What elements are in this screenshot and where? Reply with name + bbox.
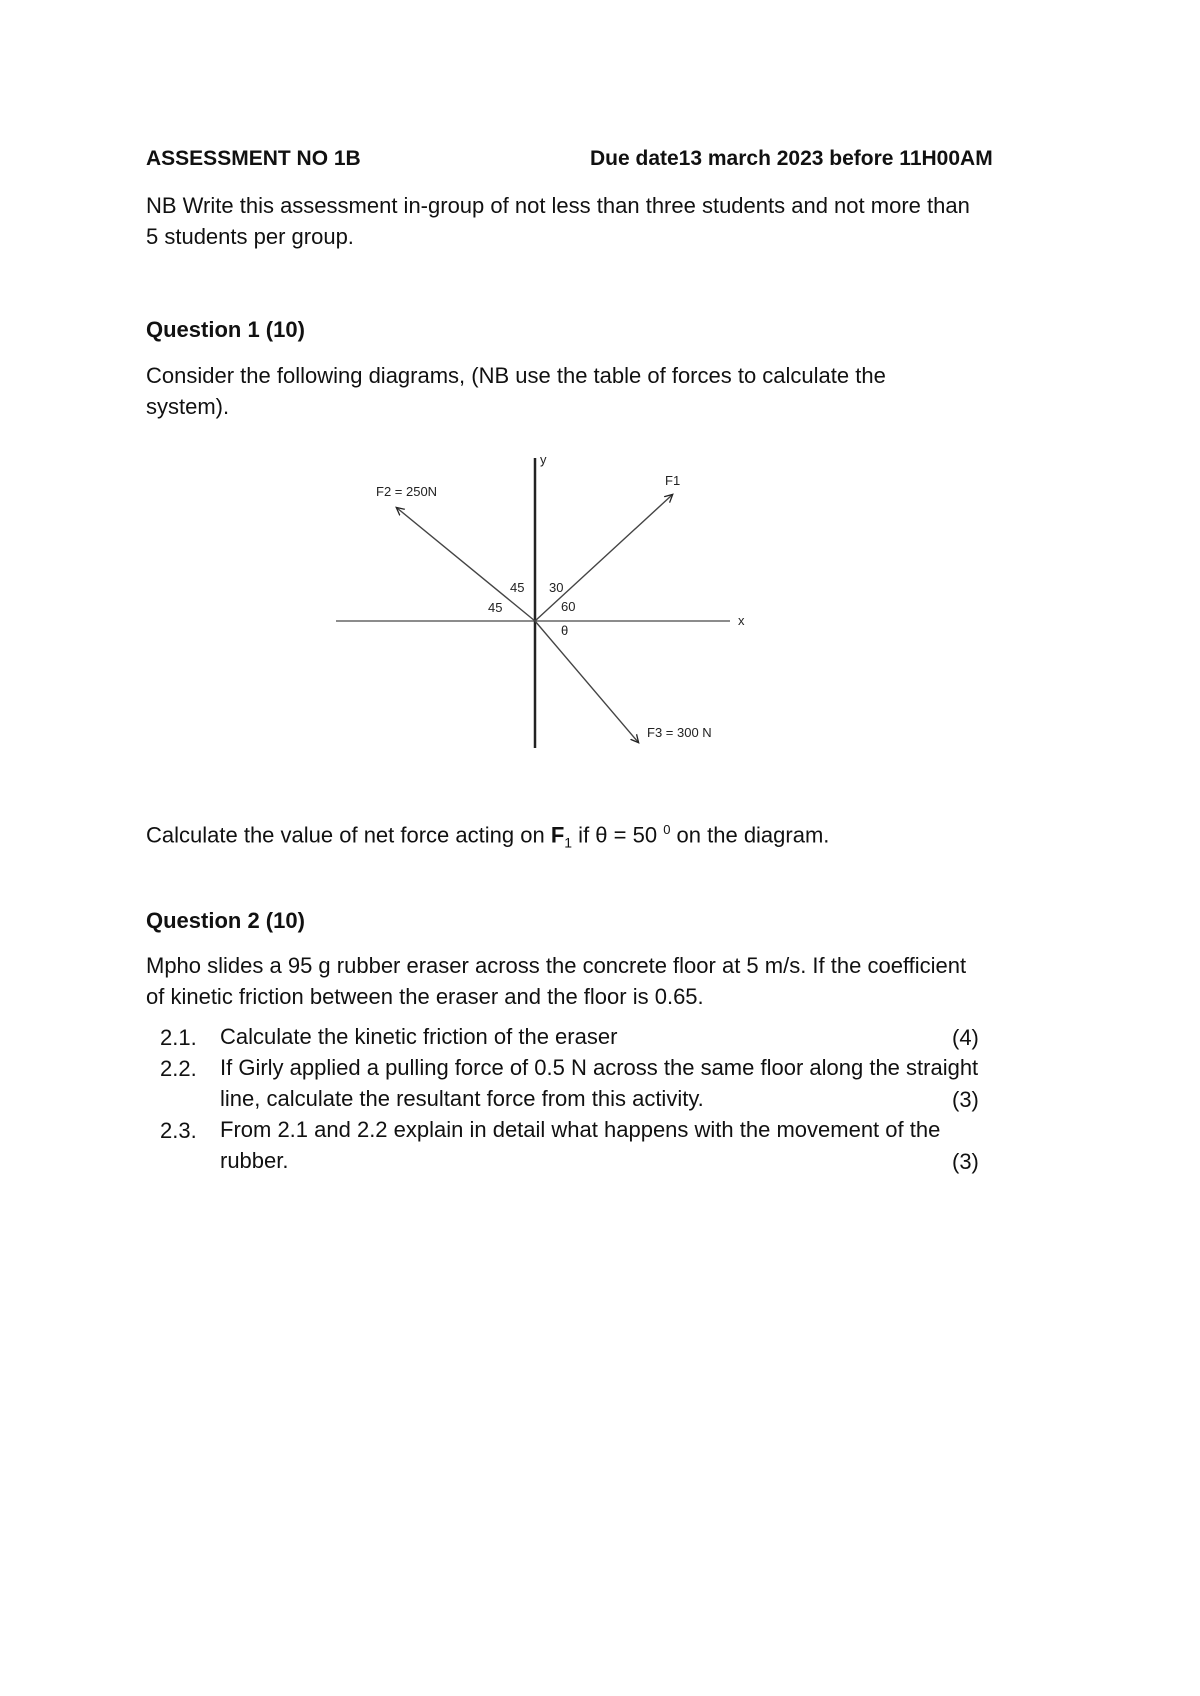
note-line-2: 5 students per group. [146,224,354,249]
question-1-prompt-mid: if θ = 50 [572,822,664,848]
y-axis-label: y [540,452,547,467]
force-diagram [320,440,760,760]
f3-label: F3 = 300 N [647,725,712,740]
angle-theta-label: θ [561,623,569,638]
question-1-prompt-pre: Calculate the value of net force acting on [146,822,551,848]
question-1-intro-line-1: Consider the following diagrams, (NB use the table of forces to calculate the [146,363,886,388]
f2-label: F2 = 250N [376,484,438,499]
question-1-intro-line-2: system). [146,394,230,419]
item-2-2-line-1: If Girly applied a pulling force of 0.5 N across the same floor along the straight [220,1055,979,1080]
item-2-1-number: 2.1. [160,1025,197,1050]
due-date: Due date13 march 2023 before 11H00AM [590,147,993,170]
item-2-2-marks: (3) [952,1087,979,1112]
x-axis-label: x [738,613,745,628]
item-2-2-number: 2.2. [160,1056,197,1081]
question-2-intro-line-2: of kinetic friction between the eraser and the floor is 0.65. [146,984,704,1009]
item-2-3-number: 2.3. [160,1118,197,1143]
angle-f1-y-label: 30 [549,580,564,595]
vector-f3 [535,621,638,742]
question-1-heading: Question 1 (10) [146,317,305,342]
question-1-force-subscript: 1 [564,834,573,851]
item-2-3-line-1: From 2.1 and 2.2 explain in detail what happens with the movement of the [220,1117,941,1142]
question-1-degree: 0 [663,822,671,837]
item-2-3-line-2: rubber. [220,1148,289,1173]
question-1-prompt-post: on the diagram. [670,822,830,848]
question-1-prompt [146,814,829,859]
vector-f2 [397,508,535,621]
item-2-3-marks: (3) [952,1149,979,1174]
f1-label: F1 [665,473,681,488]
item-2-1-text: Calculate the kinetic friction of the eraser [220,1024,618,1049]
angle-f2-x-label: 45 [488,600,503,615]
assessment-title: ASSESSMENT NO 1B [146,147,361,170]
question-1-force-symbol: F [550,822,565,848]
note-line-1: NB Write this assessment in-group of not less than three students and not more than [146,193,970,218]
question-2-intro-line-1: Mpho slides a 95 g rubber eraser across the concrete floor at 5 m/s. If the coefficient [146,953,967,978]
vector-f1 [535,495,672,621]
item-2-2-line-2: line, calculate the resultant force from this activity. [220,1086,704,1111]
angle-f2-y-label: 45 [510,580,525,595]
question-2-heading: Question 2 (10) [146,908,305,933]
item-2-1-marks: (4) [952,1025,979,1050]
angle-f1-x-label: 60 [561,599,576,614]
